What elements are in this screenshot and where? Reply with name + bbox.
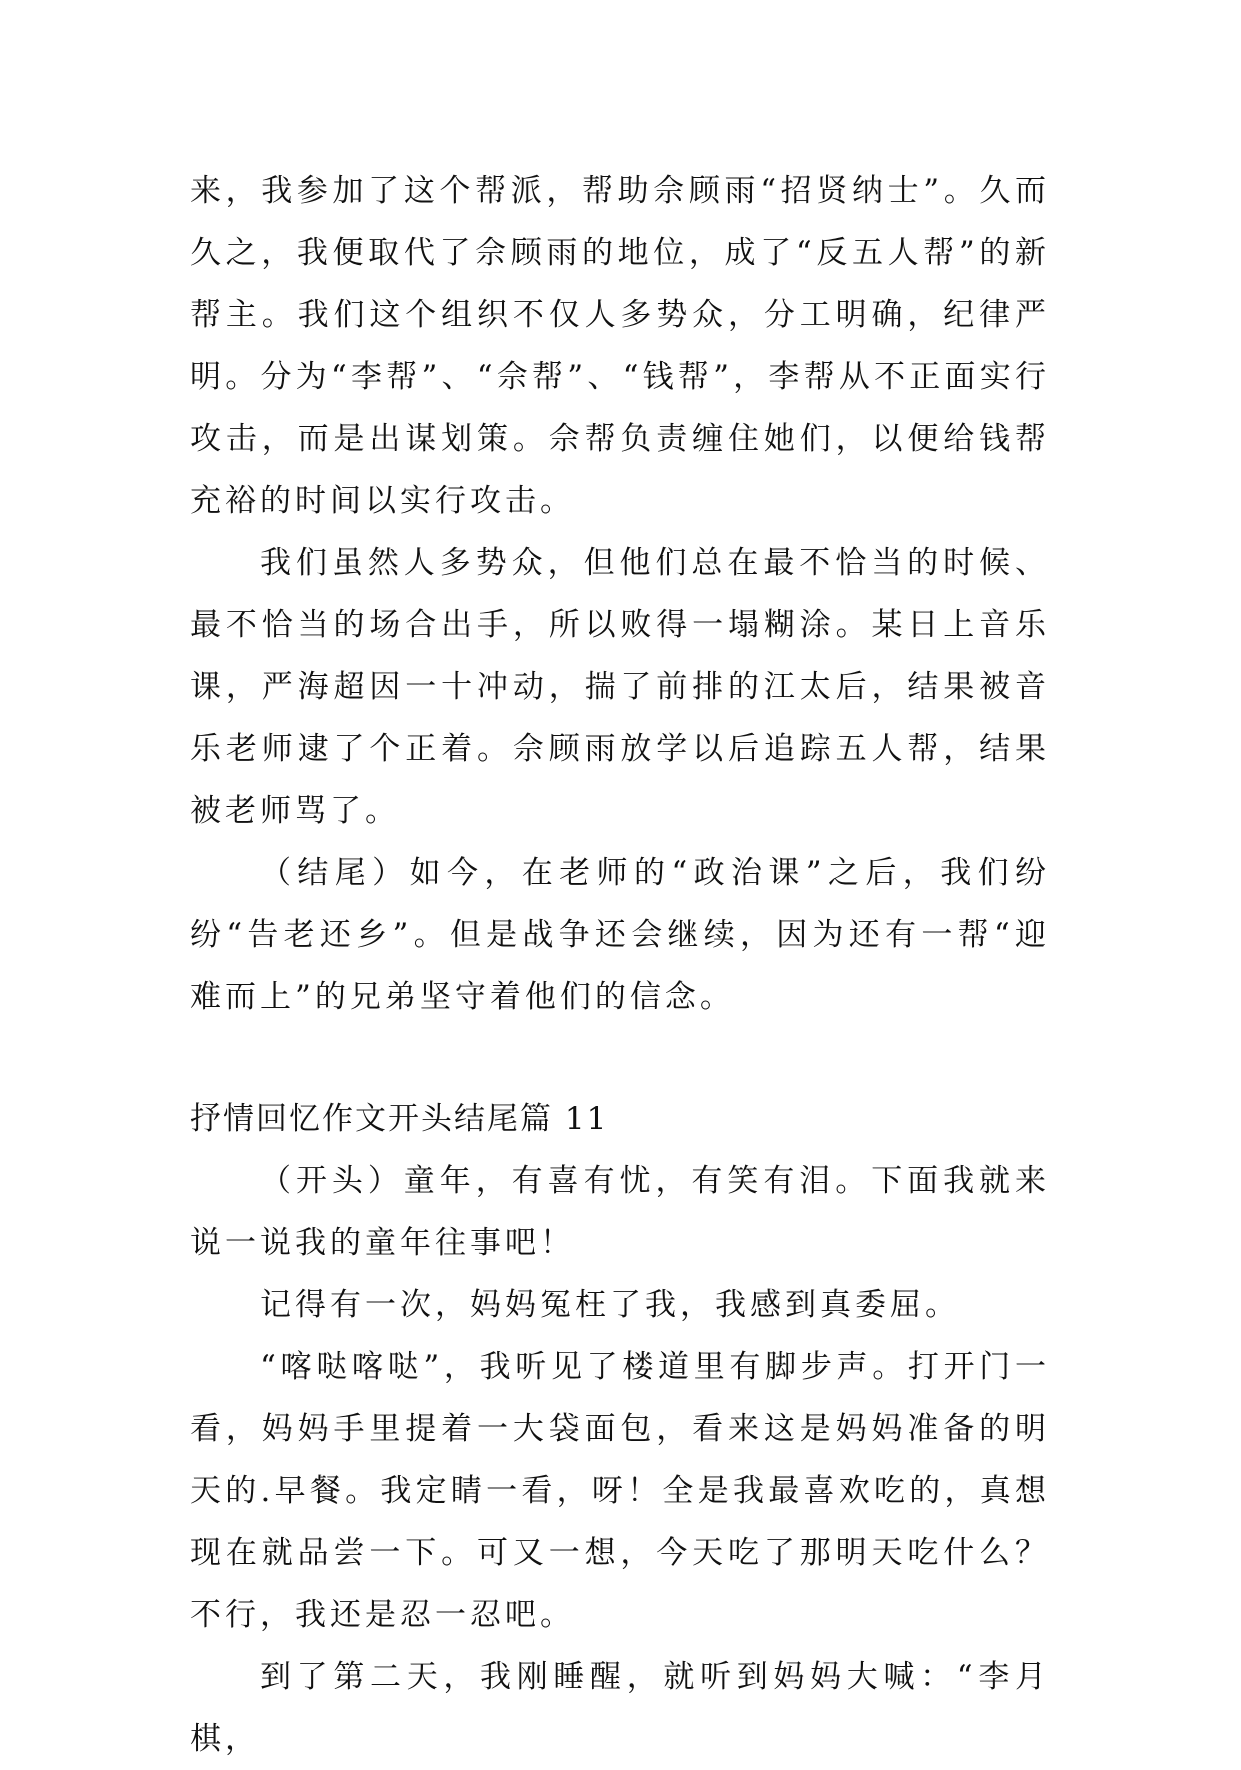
paragraph-bread: “喀哒喀哒”，我听见了楼道里有脚步声。打开门一看，妈妈手里提着一大袋面包，看来这是妈妈准备的明天的.早餐。我定睛一看，呀！全是我最喜欢吃的，真想现在就品尝一下。可又一想，今天吃了那明天吃什么？不行，我还是忍一忍吧。 bbox=[190, 1349, 1050, 1633]
section-heading: 抒情回忆作文开头结尾篇 11 bbox=[190, 1101, 609, 1137]
paragraph-opening: （开头）童年，有喜有忧，有笑有泪。下面我就来说一说我的童年往事吧！ bbox=[190, 1163, 1050, 1261]
paragraph-defeat: 我们虽然人多势众，但他们总在最不恰当的时候、最不恰当的场合出手，所以败得一塌糊涂。某日上音乐课，严海超因一十冲动，揣了前排的江太后，结果被音乐老师逮了个正着。佘顾雨放学以后追踪五人帮，结果被老师骂了。 bbox=[190, 545, 1050, 829]
paragraph-ending: （结尾）如今，在老师的“政治课”之后，我们纷纷“告老还乡”。但是战争还会继续，因为还有一帮“迎难而上”的兄弟坚守着他们的信念。 bbox=[190, 855, 1050, 1015]
section-spacer bbox=[190, 1028, 1050, 1088]
paragraph-memory: 记得有一次，妈妈冤枉了我，我感到真委屈。 bbox=[260, 1287, 960, 1323]
paragraph-continued: 来，我参加了这个帮派，帮助佘顾雨“招贤纳士”。久而久之，我便取代了佘顾雨的地位，成了“反五人帮”的新帮主。我们这个组织不仅人多势众，分工明确，纪律严明。分为“李帮”、“佘帮”、“钱帮”，李帮从不正面实行攻击，而是出谋划策。佘帮负责缠住她们，以便给钱帮充裕的时间以实行攻击。 bbox=[190, 173, 1050, 519]
document-body bbox=[190, 160, 1050, 1770]
paragraph-next-day: 到了第二天，我刚睡醒，就听到妈妈大喊：“李月棋， bbox=[190, 1659, 1050, 1757]
